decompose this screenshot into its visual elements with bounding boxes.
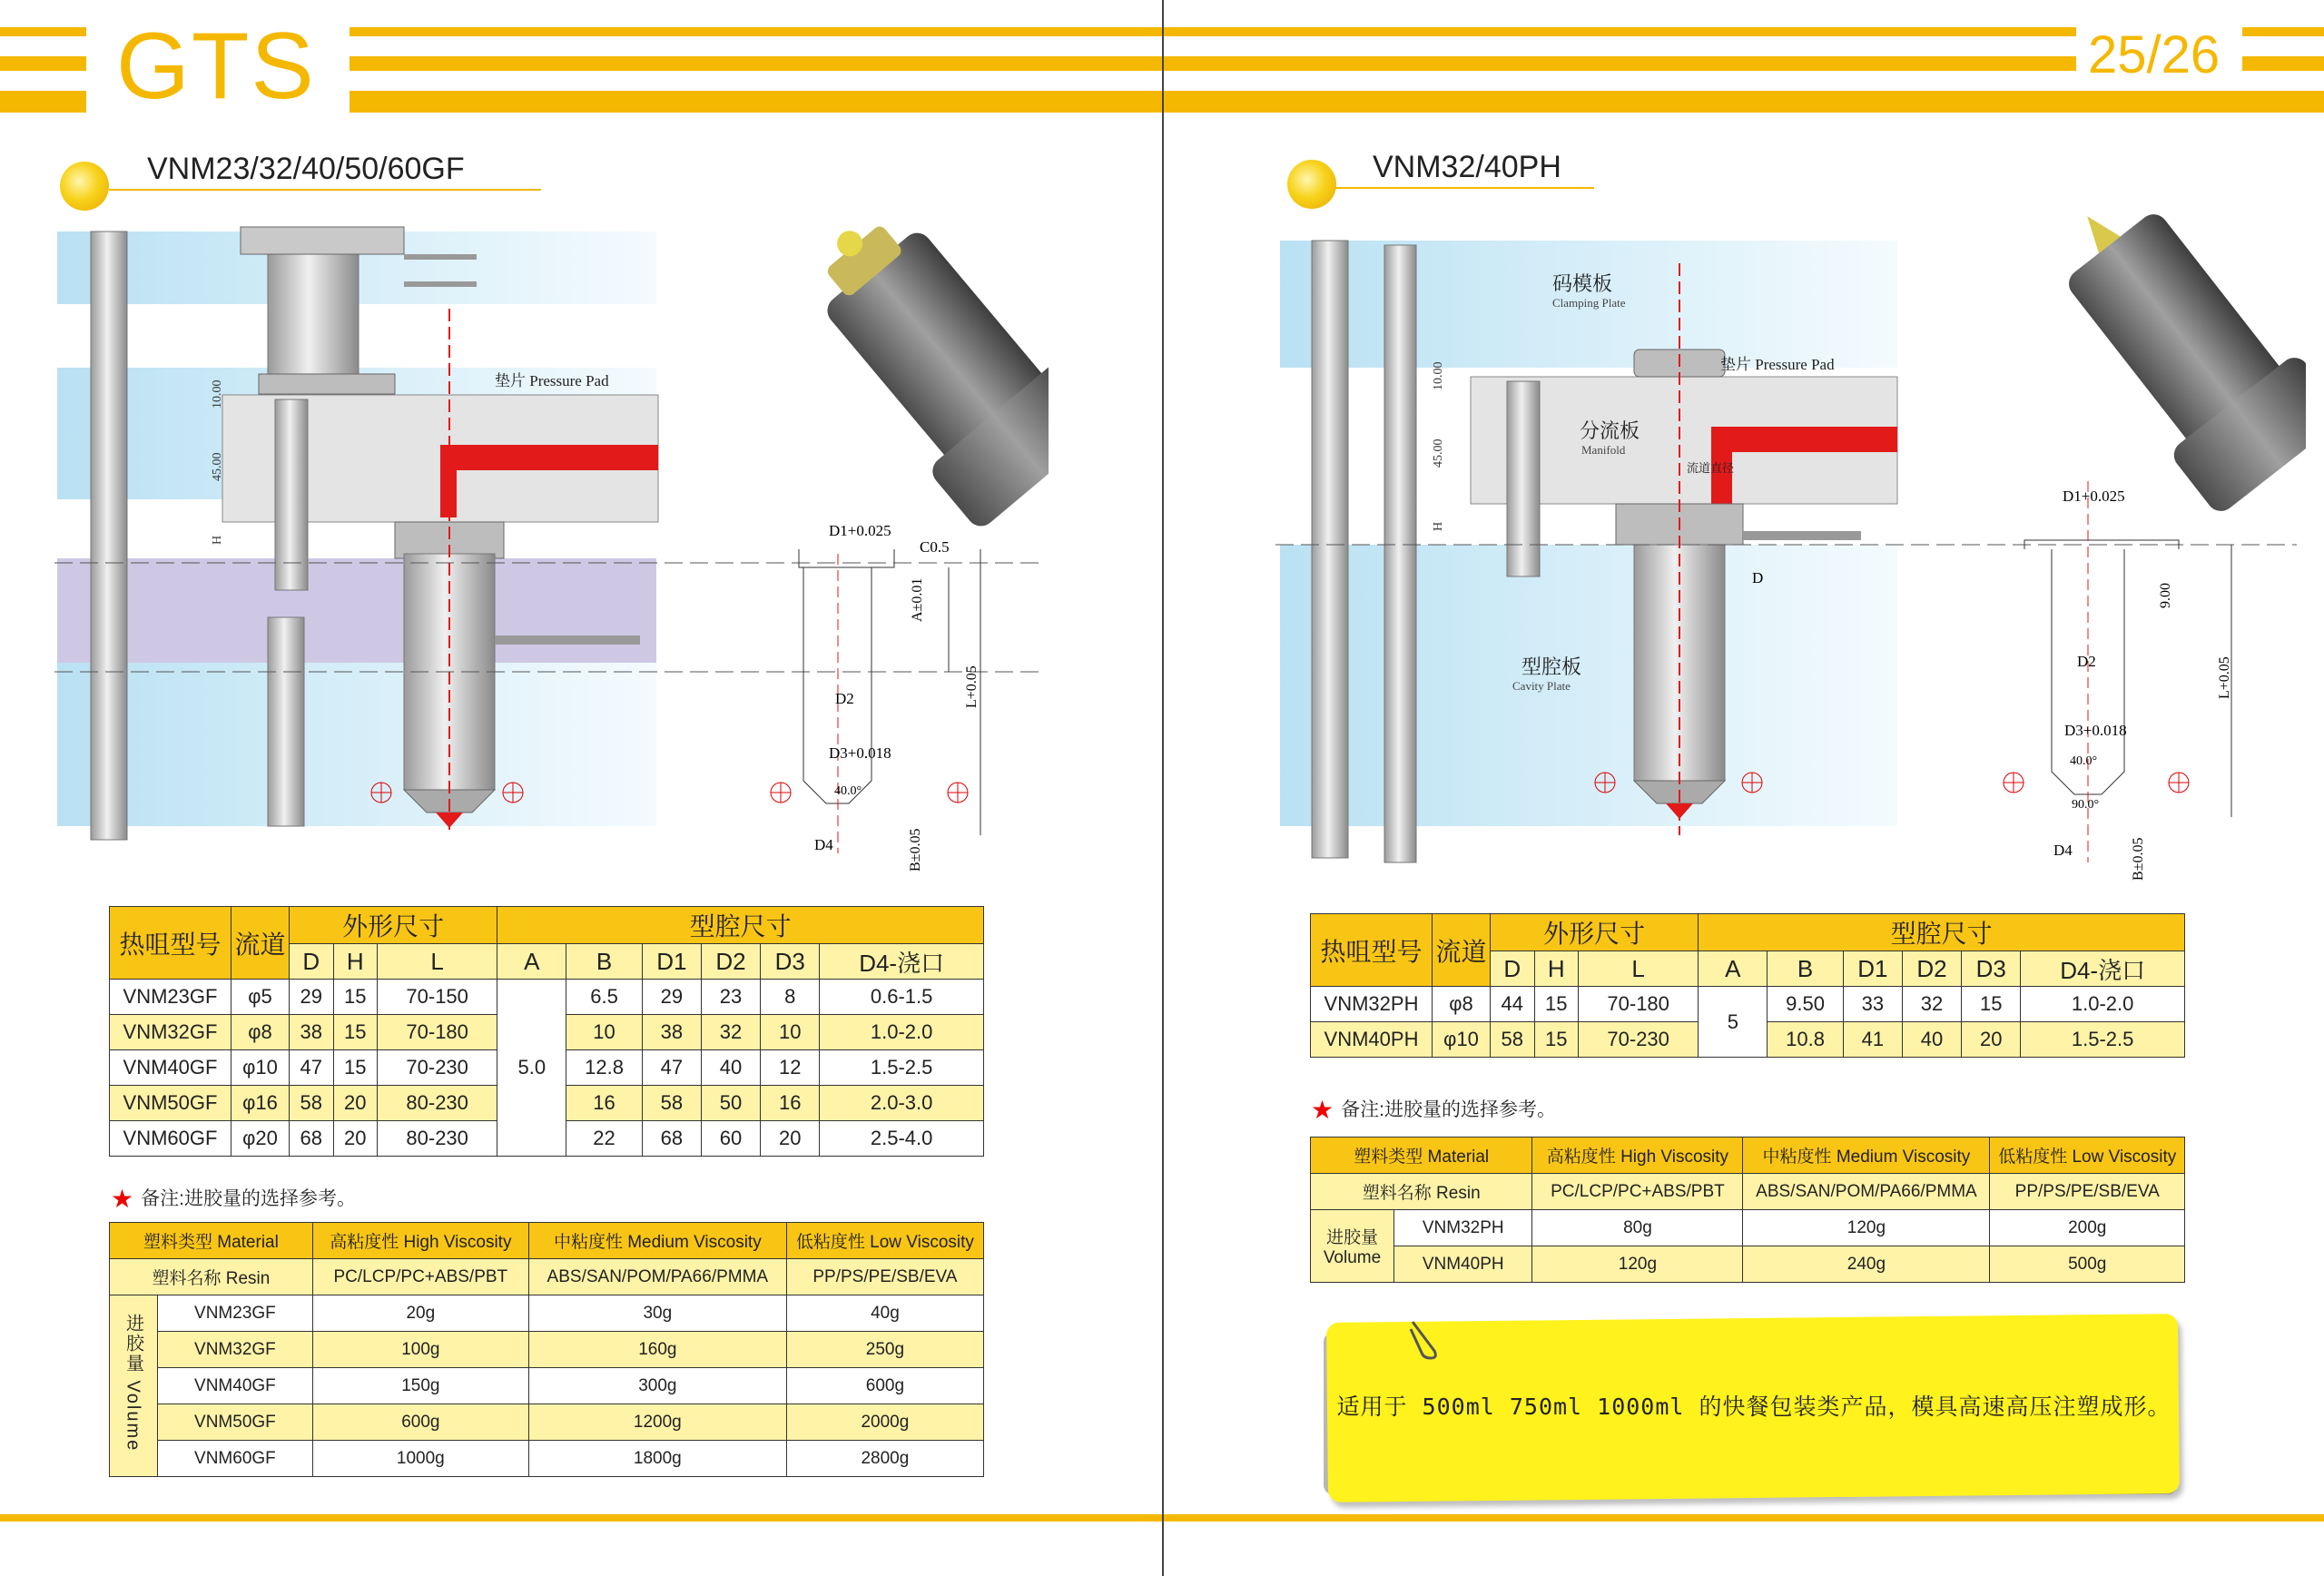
svg-text:L+0.05: L+0.05 — [2217, 656, 2232, 699]
svg-text:D4: D4 — [814, 836, 833, 853]
svg-text:Cavity Plate: Cavity Plate — [1512, 679, 1571, 693]
svg-text:40.0°: 40.0° — [2070, 754, 2098, 768]
svg-text:流道直径: 流道直径 — [1687, 461, 1735, 475]
table-row: VNM40GF 150g 300g 600g — [110, 1368, 984, 1404]
svg-text:垫片 Pressure Pad: 垫片 Pressure Pad — [495, 372, 609, 389]
star-icon: ★ — [111, 1185, 134, 1213]
svg-text:A±0.01: A±0.01 — [910, 577, 925, 622]
svg-text:B±0.05: B±0.05 — [908, 828, 923, 872]
svg-text:D: D — [1752, 569, 1764, 586]
svg-text:45.00: 45.00 — [211, 452, 224, 481]
svg-text:D2: D2 — [2077, 653, 2096, 670]
svg-text:10.00: 10.00 — [1432, 361, 1445, 390]
svg-text:分流板: 分流板 — [1580, 419, 1640, 442]
right-note: ★ 备注:进胶量的选择参考。 — [1311, 1096, 1556, 1124]
svg-text:H: H — [1432, 521, 1445, 531]
svg-text:10.00: 10.00 — [211, 379, 224, 409]
table-row: VNM60GF φ20 68 20 80-230 22 68 60 20 2.5-4.0 — [110, 1121, 984, 1157]
table-row: VNM40GF φ10 47 15 70-230 12.8 47 40 12 1.5-2.5 — [110, 1050, 984, 1086]
left-spec-table: 热咀型号 流道 外形尺寸 型腔尺寸 D H L A B D1 D2 D3 D4-浇口 VNM23GF φ5 29 15 70-150 5.0 6.5 29 23 8 0.6-1.5 VNM32GF φ8 38 15 70-180 10 38 32 10 1.0-2.0 VNM40GF φ10 47 15 70-230 12.8 47 40 12 1.5-2.5 VNM50GF φ16 58 20 80-230 16 58 50 16 2.0-3.0 VNM60GF φ20 68 20 80-230 22 68 60 20 2.5-4.0 — [109, 906, 984, 1157]
sticky-note-text: 适用于 500ml 750ml 1000ml 的快餐包装类产品，模具高速高压注塑成形。 — [1336, 1394, 2171, 1420]
left-note: ★ 备注:进胶量的选择参考。 — [111, 1185, 356, 1213]
table-row: VNM23GF φ5 29 15 70-150 5.0 6.5 29 23 8 0.6-1.5 — [110, 980, 984, 1015]
left-nozzle-3d-icon — [775, 218, 1049, 532]
svg-text:45.00: 45.00 — [1432, 438, 1445, 468]
svg-text:H: H — [211, 535, 224, 545]
table-row: VNM60GF 1000g 1800g 2800g — [110, 1441, 984, 1477]
table-row: VNM40PH φ10 58 15 70-230 10.8 41 40 20 1.5-2.5 — [1311, 1022, 2185, 1058]
table-row: VNM32GF 100g 160g 250g — [110, 1332, 984, 1368]
right-volume-table: 塑料类型 Material 高粘度性 High Viscosity 中粘度性 Medium Viscosity 低粘度性 Low Viscosity 塑料名称 Resin PC/LCP/PC+ABS/PBT ABS/SAN/POM/PA66/PMMA PP/PS/PE/SB/EVA 进胶量 Volume VNM32PH 80g 120g 200g VNM40PH 120g 240g 500g — [1310, 1137, 2185, 1283]
right-spec-table: 热咀型号 流道 外形尺寸 型腔尺寸 D H L A B D1 D2 D3 D4-浇口 VNM32PH φ8 44 15 70-180 5 9.50 33 32 15 1.0-2.0 VNM40PH φ10 58 15 70-230 10.8 41 40 20 1.5-2.5 — [1310, 913, 2185, 1058]
table-row: 进胶量 Volume VNM23GF 20g 30g 40g — [110, 1295, 984, 1332]
svg-text:Clamping Plate: Clamping Plate — [1552, 296, 1626, 310]
section-bullet-icon — [60, 162, 109, 211]
brand-logo: GTS — [116, 14, 316, 119]
svg-text:型腔板: 型腔板 — [1521, 655, 1582, 678]
table-row: VNM32PH φ8 44 15 70-180 5 9.50 33 32 15 1.0-2.0 — [1311, 987, 2185, 1022]
svg-text:Manifold: Manifold — [1581, 443, 1626, 457]
svg-text:码模板: 码模板 — [1552, 272, 1613, 295]
table-row: VNM50GF φ16 58 20 80-230 16 58 50 16 2.0-3.0 — [110, 1086, 984, 1121]
table-row: 进胶量 Volume VNM32PH 80g 120g 200g — [1311, 1210, 2185, 1246]
right-section-title: VNM32/40PH — [1373, 150, 1561, 184]
section-bullet-icon — [1287, 160, 1336, 209]
svg-text:D3+0.018: D3+0.018 — [829, 744, 891, 762]
right-nozzle-drawing — [1271, 209, 2306, 908]
svg-text:D4: D4 — [2053, 842, 2073, 859]
table-row: VNM50GF 600g 1200g 2000g — [110, 1404, 984, 1441]
page-number: 25/26 — [2088, 25, 2221, 84]
left-nozzle-drawing — [50, 218, 1049, 890]
right-nozzle-3d-icon — [2023, 209, 2306, 517]
svg-text:D1+0.025: D1+0.025 — [829, 522, 891, 539]
paperclip-icon — [1405, 1316, 1442, 1362]
svg-text:40.0°: 40.0° — [834, 784, 862, 798]
page-divider — [1162, 0, 1164, 1576]
svg-text:D3+0.018: D3+0.018 — [2064, 722, 2127, 739]
svg-text:9.00: 9.00 — [2158, 583, 2173, 608]
svg-text:C0.5: C0.5 — [920, 538, 950, 556]
star-icon: ★ — [1311, 1096, 1334, 1124]
left-section-title: VNM23/32/40/50/60GF — [147, 152, 465, 186]
svg-text:L+0.05: L+0.05 — [964, 665, 980, 708]
table-row: VNM32GF φ8 38 15 70-180 10 38 32 10 1.0-2.0 — [110, 1015, 984, 1050]
table-row: VNM40PH 120g 240g 500g — [1311, 1246, 2185, 1283]
svg-text:垫片 Pressure Pad: 垫片 Pressure Pad — [1720, 356, 1835, 373]
svg-text:D2: D2 — [835, 690, 854, 707]
svg-text:D1+0.025: D1+0.025 — [2063, 488, 2125, 505]
svg-text:B±0.05: B±0.05 — [2131, 837, 2146, 881]
svg-text:90.0°: 90.0° — [2072, 798, 2100, 812]
left-volume-table: 塑料类型 Material 高粘度性 High Viscosity 中粘度性 Medium Viscosity 低粘度性 Low Viscosity 塑料名称 Resin PC/LCP/PC+ABS/PBT ABS/SAN/POM/PA66/PMMA PP/PS/PE/SB/EVA 进胶量 Volume VNM23GF 20g 30g 40g VNM32GF 100g 160g 250g VNM40GF 150g 300g 600g VNM50GF 600g 1200g 2000g VNM60GF 1000g 1800g 2800g — [109, 1222, 984, 1477]
